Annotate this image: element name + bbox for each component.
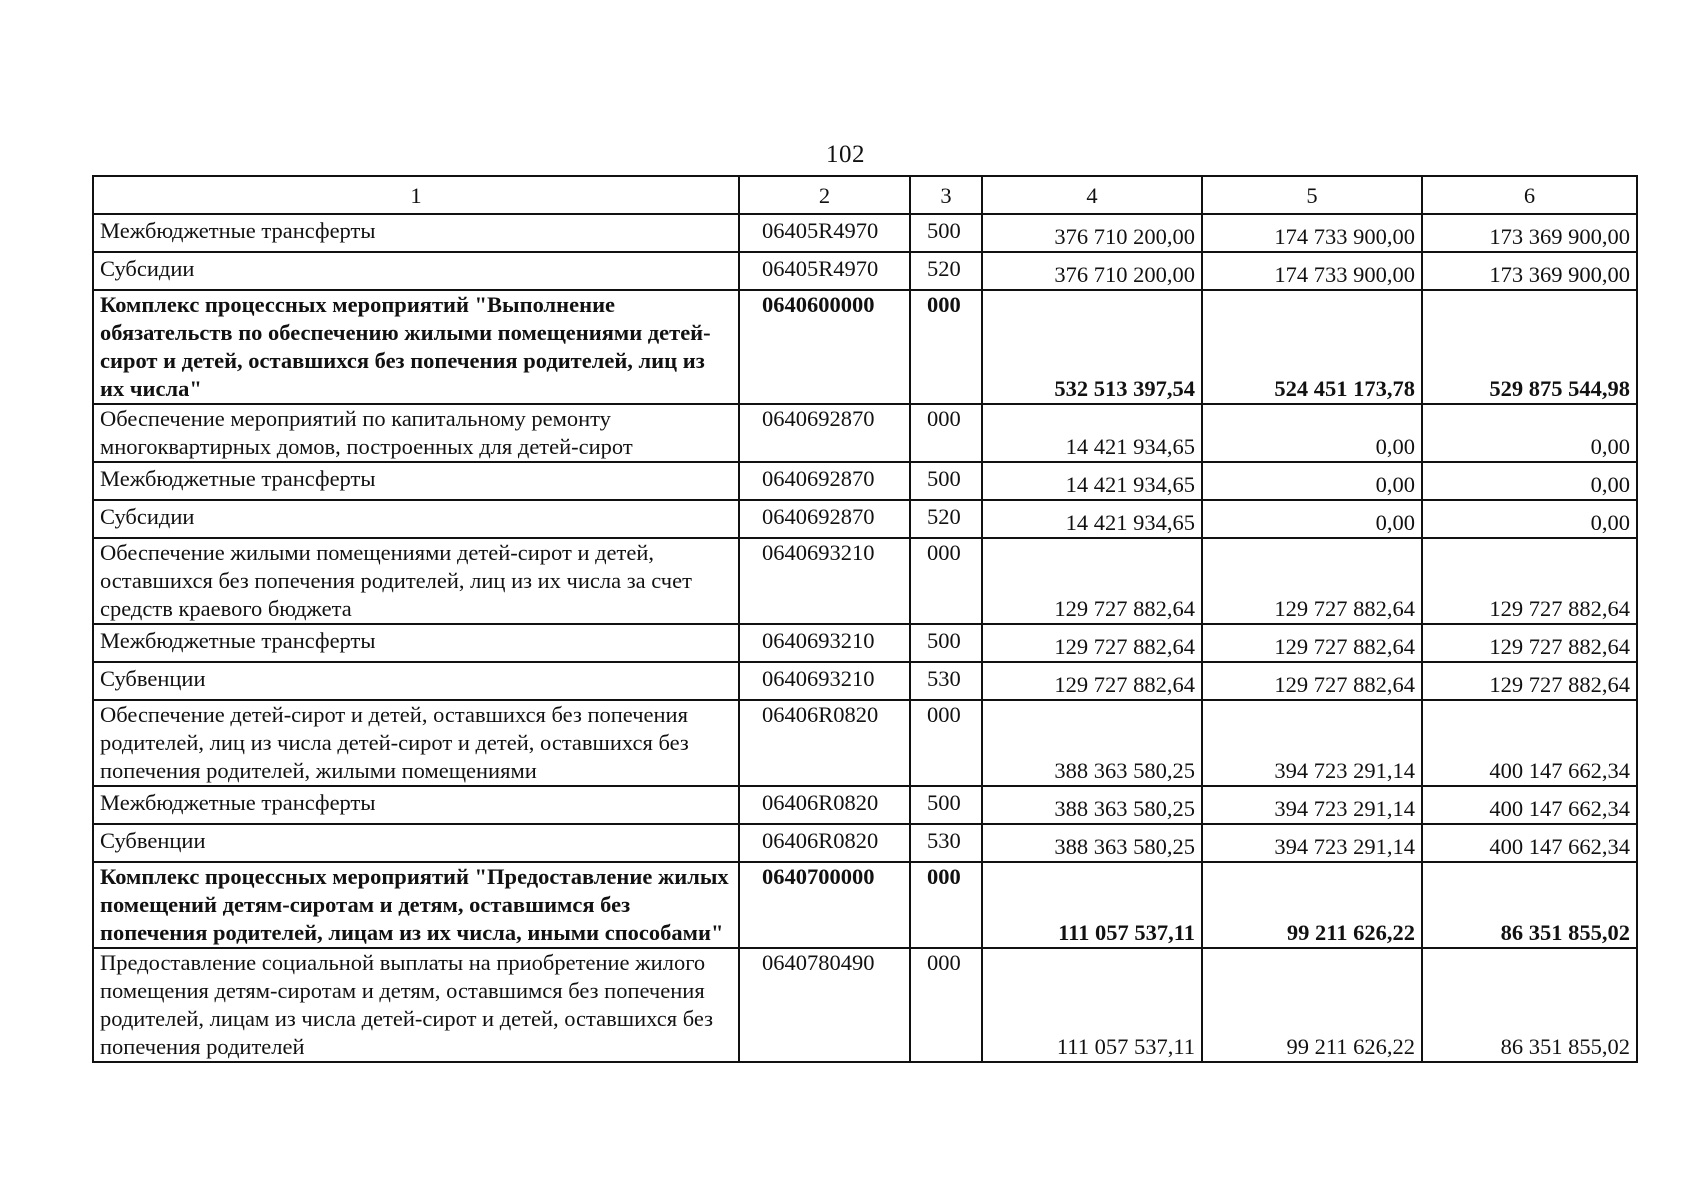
column-header-4: 4 xyxy=(982,176,1202,214)
row-amount-1-cell: 111 057 537,11 xyxy=(982,862,1202,948)
row-type-cell: 000 xyxy=(910,290,982,404)
row-amount-2-cell: 0,00 xyxy=(1202,404,1422,462)
row-code-cell: 0640693210 xyxy=(739,662,910,700)
table-row xyxy=(93,948,1637,1062)
column-number-row xyxy=(93,176,1637,214)
row-amount-3-cell: 400 147 662,34 xyxy=(1422,824,1637,862)
table-row xyxy=(93,462,1637,500)
row-name-cell: Обеспечение мероприятий по капитальному ремонту многоквартирных домов, построенных для детей-сирот xyxy=(93,404,739,462)
column-header-1: 1 xyxy=(93,176,739,214)
row-amount-1-cell: 129 727 882,64 xyxy=(982,662,1202,700)
row-amount-3-cell: 0,00 xyxy=(1422,404,1637,462)
row-type-cell: 000 xyxy=(910,404,982,462)
row-amount-2-cell: 174 733 900,00 xyxy=(1202,214,1422,252)
row-amount-2-cell: 174 733 900,00 xyxy=(1202,252,1422,290)
row-amount-3-cell: 86 351 855,02 xyxy=(1422,862,1637,948)
row-name-cell: Предоставление социальной выплаты на приобретение жилого помещения детям-сиротам и детям, оставшимся без попечения родителей, лицам из числа детей-сирот и детей, оставшихся без попечения родителей xyxy=(93,948,739,1062)
row-amount-3-cell: 529 875 544,98 xyxy=(1422,290,1637,404)
row-type-cell: 500 xyxy=(910,624,982,662)
row-amount-2-cell: 394 723 291,14 xyxy=(1202,786,1422,824)
row-amount-1-cell: 129 727 882,64 xyxy=(982,624,1202,662)
table-body xyxy=(93,214,1637,1062)
row-type-cell: 530 xyxy=(910,824,982,862)
row-amount-3-cell: 400 147 662,34 xyxy=(1422,786,1637,824)
row-name-cell: Обеспечение жилыми помещениями детей-сирот и детей, оставшихся без попечения родителей, лиц из их числа за счет средств краевого бюджета xyxy=(93,538,739,624)
row-type-cell: 000 xyxy=(910,948,982,1062)
row-code-cell: 06406R0820 xyxy=(739,700,910,786)
row-amount-3-cell: 0,00 xyxy=(1422,462,1637,500)
row-amount-3-cell: 173 369 900,00 xyxy=(1422,252,1637,290)
row-amount-3-cell: 0,00 xyxy=(1422,500,1637,538)
row-amount-1-cell: 388 363 580,25 xyxy=(982,786,1202,824)
row-amount-2-cell: 524 451 173,78 xyxy=(1202,290,1422,404)
row-type-cell: 000 xyxy=(910,538,982,624)
row-type-cell: 500 xyxy=(910,462,982,500)
row-amount-3-cell: 400 147 662,34 xyxy=(1422,700,1637,786)
row-amount-1-cell: 388 363 580,25 xyxy=(982,700,1202,786)
table-row xyxy=(93,538,1637,624)
row-amount-3-cell: 129 727 882,64 xyxy=(1422,538,1637,624)
page-number: 102 xyxy=(826,141,865,168)
row-amount-1-cell: 14 421 934,65 xyxy=(982,404,1202,462)
table-row xyxy=(93,214,1637,252)
row-amount-1-cell: 14 421 934,65 xyxy=(982,500,1202,538)
row-name-cell: Субсидии xyxy=(93,252,739,290)
row-amount-1-cell: 388 363 580,25 xyxy=(982,824,1202,862)
row-name-cell: Межбюджетные трансферты xyxy=(93,624,739,662)
table-row xyxy=(93,500,1637,538)
row-code-cell: 0640693210 xyxy=(739,624,910,662)
row-code-cell: 0640692870 xyxy=(739,404,910,462)
row-code-cell: 0640600000 xyxy=(739,290,910,404)
row-code-cell: 0640692870 xyxy=(739,500,910,538)
column-header-3: 3 xyxy=(910,176,982,214)
row-amount-2-cell: 0,00 xyxy=(1202,500,1422,538)
row-code-cell: 06406R0820 xyxy=(739,786,910,824)
row-name-cell: Межбюджетные трансферты xyxy=(93,786,739,824)
column-header-2: 2 xyxy=(739,176,910,214)
row-amount-2-cell: 99 211 626,22 xyxy=(1202,862,1422,948)
table-row xyxy=(93,252,1637,290)
row-type-cell: 530 xyxy=(910,662,982,700)
row-name-cell: Межбюджетные трансферты xyxy=(93,462,739,500)
column-header-5: 5 xyxy=(1202,176,1422,214)
row-amount-2-cell: 99 211 626,22 xyxy=(1202,948,1422,1062)
row-amount-1-cell: 111 057 537,11 xyxy=(982,948,1202,1062)
table-row xyxy=(93,862,1637,948)
row-amount-3-cell: 129 727 882,64 xyxy=(1422,624,1637,662)
row-code-cell: 06405R4970 xyxy=(739,252,910,290)
row-amount-1-cell: 532 513 397,54 xyxy=(982,290,1202,404)
column-header-6: 6 xyxy=(1422,176,1637,214)
row-name-cell: Субсидии xyxy=(93,500,739,538)
table-row xyxy=(93,824,1637,862)
row-amount-3-cell: 173 369 900,00 xyxy=(1422,214,1637,252)
row-type-cell: 520 xyxy=(910,500,982,538)
row-code-cell: 06405R4970 xyxy=(739,214,910,252)
row-type-cell: 500 xyxy=(910,786,982,824)
row-type-cell: 000 xyxy=(910,862,982,948)
row-code-cell: 0640693210 xyxy=(739,538,910,624)
row-amount-3-cell: 129 727 882,64 xyxy=(1422,662,1637,700)
row-name-cell: Обеспечение детей-сирот и детей, оставшихся без попечения родителей, лиц из числа детей-сирот и детей, оставшихся без попечения родителей, жилыми помещениями xyxy=(93,700,739,786)
row-amount-2-cell: 129 727 882,64 xyxy=(1202,624,1422,662)
row-amount-2-cell: 129 727 882,64 xyxy=(1202,662,1422,700)
row-type-cell: 520 xyxy=(910,252,982,290)
budget-table xyxy=(92,175,1638,1063)
row-amount-2-cell: 394 723 291,14 xyxy=(1202,824,1422,862)
table-row xyxy=(93,786,1637,824)
row-type-cell: 000 xyxy=(910,700,982,786)
row-name-cell: Комплекс процессных мероприятий "Выполнение обязательств по обеспечению жилыми помещениями детей-сирот и детей, оставшихся без попечения родителей, лиц из их числа" xyxy=(93,290,739,404)
row-amount-1-cell: 376 710 200,00 xyxy=(982,214,1202,252)
row-name-cell: Межбюджетные трансферты xyxy=(93,214,739,252)
row-code-cell: 0640700000 xyxy=(739,862,910,948)
row-amount-1-cell: 376 710 200,00 xyxy=(982,252,1202,290)
table-row xyxy=(93,404,1637,462)
row-amount-2-cell: 0,00 xyxy=(1202,462,1422,500)
row-amount-1-cell: 129 727 882,64 xyxy=(982,538,1202,624)
row-amount-2-cell: 394 723 291,14 xyxy=(1202,700,1422,786)
table-row xyxy=(93,624,1637,662)
table-row xyxy=(93,662,1637,700)
row-name-cell: Комплекс процессных мероприятий "Предоставление жилых помещений детям-сиротам и детям, оставшимся без попечения родителей, лицам из их числа, иными способами" xyxy=(93,862,739,948)
row-name-cell: Субвенции xyxy=(93,824,739,862)
row-code-cell: 0640692870 xyxy=(739,462,910,500)
row-code-cell: 06406R0820 xyxy=(739,824,910,862)
row-name-cell: Субвенции xyxy=(93,662,739,700)
table-row xyxy=(93,700,1637,786)
row-amount-3-cell: 86 351 855,02 xyxy=(1422,948,1637,1062)
table-row xyxy=(93,290,1637,404)
row-code-cell: 0640780490 xyxy=(739,948,910,1062)
row-amount-1-cell: 14 421 934,65 xyxy=(982,462,1202,500)
row-type-cell: 500 xyxy=(910,214,982,252)
row-amount-2-cell: 129 727 882,64 xyxy=(1202,538,1422,624)
